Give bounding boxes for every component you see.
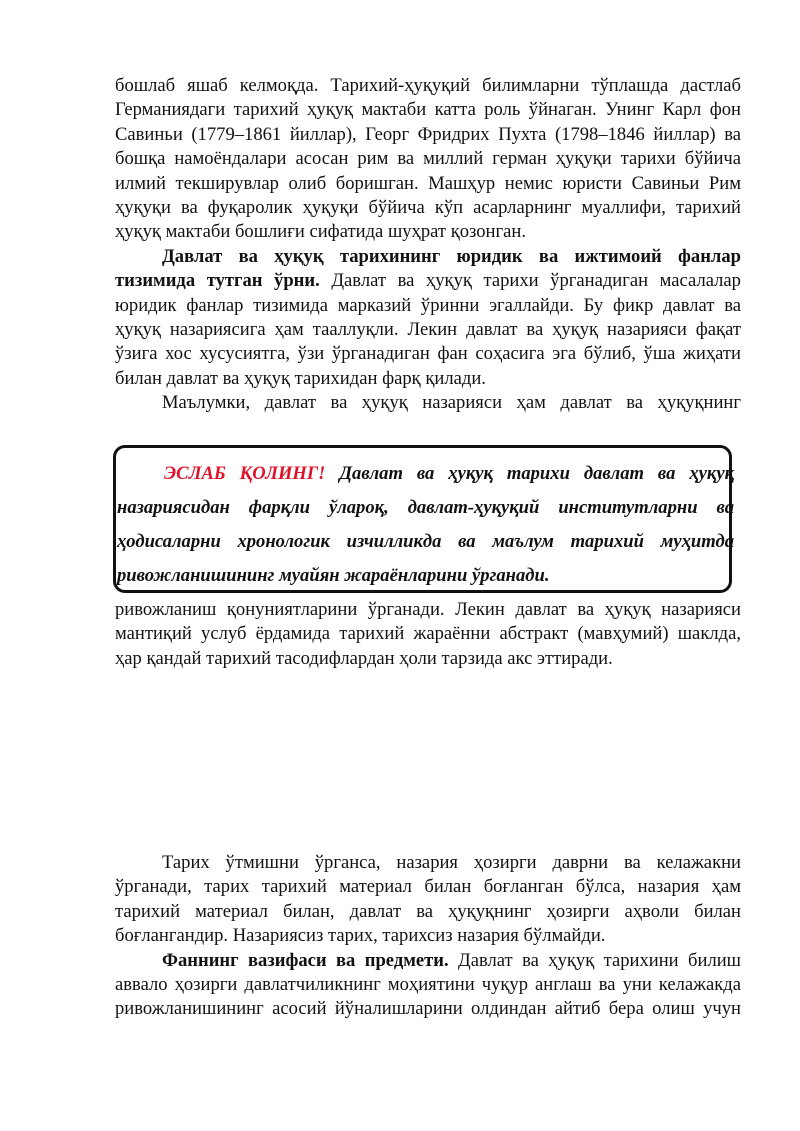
paragraph-line: ҳуқуқи ва фуқаролик ҳуқуқи бўйича кўп асарларнинг муаллифи, тарихий bbox=[115, 197, 741, 219]
paragraph-line: мантиқий услуб ёрдамида тарихий жараённи абстракт (мавҳумий) шаклда, bbox=[115, 623, 741, 645]
paragraph-text: Давлат ва ҳуқуқ тарихи ўрганадиган масалалар bbox=[319, 270, 741, 292]
page-body-after-callout bbox=[115, 598, 741, 671]
paragraph-line: ҳар қандай тарихий тасодифлардан ҳоли тарзида акс эттиради. bbox=[115, 647, 613, 669]
section-heading bbox=[115, 949, 741, 973]
callout-label: ЭСЛАБ ҚОЛИНГ! bbox=[164, 463, 326, 484]
paragraph-line: Савиньи (1779–1861 йиллар), Георг Фридрих Пухта (1798–1846 йиллар) ва bbox=[115, 123, 741, 145]
callout-text bbox=[117, 457, 734, 593]
paragraph-line: ривожланишининг асосий йўналишларини олдиндан айтиб бера олиш учун bbox=[115, 998, 741, 1020]
paragraph-line: аввало ҳозирги давлатчиликнинг моҳиятини чуқур англаш ва уни келажакда bbox=[115, 974, 741, 996]
paragraph-line: боғлангандир. Назариясиз тарих, тарихсиз назария бўлмайди. bbox=[115, 925, 606, 947]
paragraph-line: ўзига хос хусусиятга, ўзи ўрганадиган фан соҳасига эга бўлиб, ўша жиҳати bbox=[115, 343, 741, 365]
heading-text: Давлат ва ҳуқуқ тарихининг юридик ва ижтимоий фанлар bbox=[162, 245, 741, 267]
callout-line: ҳодисаларни хронологик изчилликда ва маълум тарихий муҳитда bbox=[117, 531, 734, 552]
paragraph-line bbox=[115, 269, 741, 293]
callout-line: ривожланишининг муайян жараёнларини ўрганади. bbox=[117, 565, 550, 586]
paragraph-line: ривожланиш қонуниятларини ўрганади. Лекин давлат ва ҳуқуқ назарияси bbox=[115, 599, 741, 620]
paragraph-line: билан давлат ва ҳуқуқ тарихидан фарқ қилади. bbox=[115, 367, 486, 389]
heading-text: Фаннинг вазифаси ва предмети. bbox=[162, 949, 449, 971]
paragraph-text: Давлат ва ҳуқуқ тарихини билиш bbox=[448, 949, 741, 971]
callout-line: назариясидан фарқли ўлароқ, давлат-ҳуқуқий институтларни ва bbox=[117, 497, 734, 518]
paragraph-line: тарихий материал билан, давлат ва ҳуқуқнинг ҳозирги аҳволи билан bbox=[115, 900, 741, 922]
section-heading bbox=[115, 245, 741, 269]
paragraph-line: Маълумки, давлат ва ҳуқуқ назарияси ҳам давлат ва ҳуқуқнинг bbox=[162, 392, 741, 414]
page-body-top bbox=[115, 74, 741, 416]
paragraph-line: ўрганади, тарих тарихий материал билан боғланган бўлса, назария ҳам bbox=[115, 876, 741, 898]
paragraph-line: бошқа намоёндалари асосан рим ва миллий герман ҳуқуқи тарихи бўйича bbox=[115, 148, 741, 170]
callout-text-segment: Давлат ва ҳуқуқ тарихи давлат ва ҳуқуқ bbox=[325, 463, 734, 484]
paragraph-line: ҳуқуқ назариясига ҳам тааллуқли. Лекин давлат ва ҳуқуқ назарияси фақат bbox=[115, 319, 741, 341]
page-body-bottom bbox=[115, 851, 741, 1022]
paragraph-line: ҳуқуқ мактаби бошлиғи сифатида шуҳрат қозонган. bbox=[115, 221, 526, 243]
heading-text: тизимида тутган ўрни. bbox=[115, 270, 320, 292]
paragraph-line: юридик фанлар тизимида марказий ўринни эгаллайди. Бу фикр давлат ва bbox=[115, 294, 741, 316]
paragraph-line: Тарих ўтмишни ўрганса, назария ҳозирги даврни ва келажакни bbox=[162, 852, 741, 873]
paragraph-line: Германиядаги тарихий ҳуқуқ мактаби катта роль ўйнаган. Унинг Карл фон bbox=[115, 99, 741, 121]
paragraph-line: бошлаб яшаб келмоқда. Тарихий-ҳуқуқий билимларни тўплашда дастлаб bbox=[115, 75, 741, 96]
callout-line bbox=[117, 457, 734, 491]
paragraph-line: илмий текширувлар олиб боришган. Машҳур немис юристи Савиньи Рим bbox=[115, 172, 741, 194]
